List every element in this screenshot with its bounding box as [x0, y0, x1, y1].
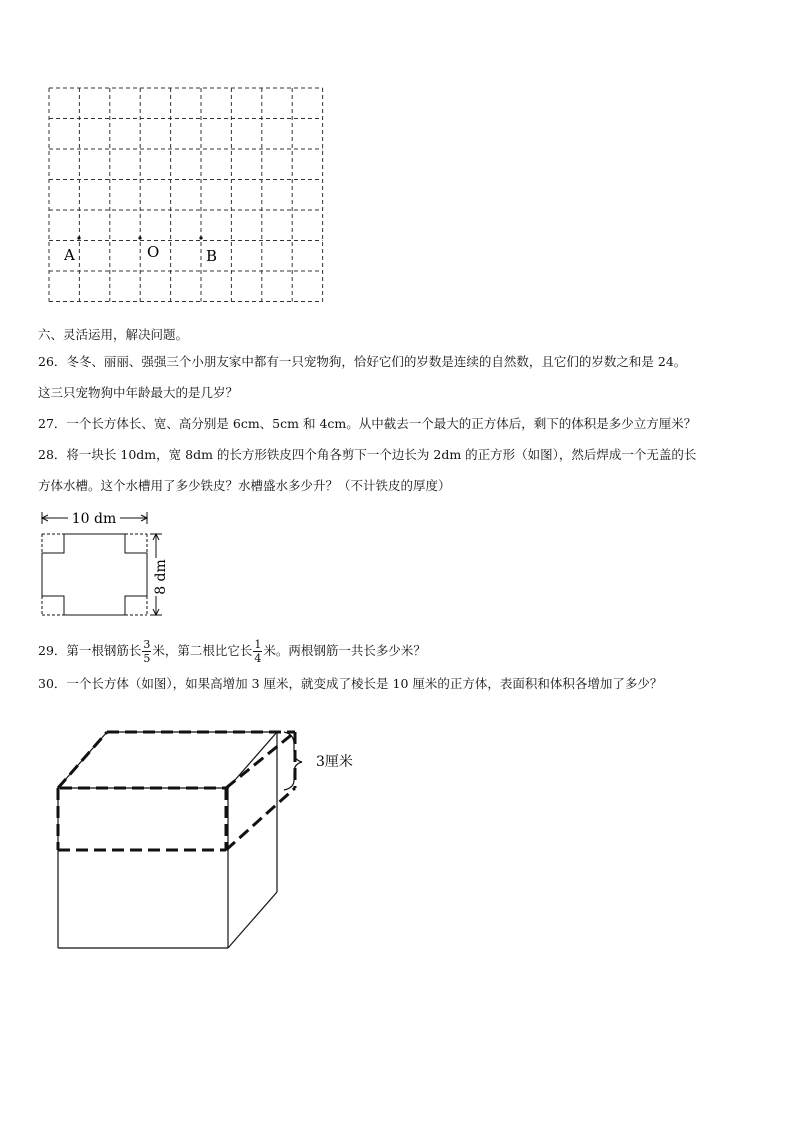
- height-brace: [284, 732, 302, 790]
- q26-line2: 这三只宠物狗中年龄最大的是几岁？: [38, 385, 239, 400]
- cuboid-figure: [50, 722, 380, 957]
- iron-sheet-figure: [34, 508, 184, 623]
- point-o-label: O: [147, 243, 160, 261]
- point-b-dot: [199, 236, 202, 239]
- frac1-numerator: 3: [143, 638, 151, 651]
- q29-line: [38, 633, 426, 669]
- q26-line1: 26．冬冬、丽丽、强强三个小朋友家中都有一只宠物狗，恰好它们的岁数是连续的自然数，且它们的岁数之和是 24。: [38, 354, 687, 369]
- q30-line1: 30．一个长方体（如图），如果高增加 3 厘米，就变成了棱长是 10 厘米的正方体，表面积和体积各增加了多少？: [38, 676, 663, 691]
- fraction-one-quarter: [253, 638, 262, 665]
- point-o-dot: [138, 236, 141, 239]
- frac2-numerator: 1: [254, 638, 262, 651]
- q28-line2: 方体水槽。这个水槽用了多少铁皮？水槽盛水多少升？（不计铁皮的厚度）: [38, 478, 451, 493]
- q29-middle: 米，第二根比它长: [152, 643, 253, 658]
- grid-lines: [49, 88, 323, 302]
- point-a-label: A: [64, 246, 75, 264]
- height-dim-label: 8 dm: [153, 559, 169, 595]
- q29-prefix: 29．第一根钢筋长: [38, 643, 142, 658]
- q27-line1: 27．一个长方体长、宽、高分别是 6cm、5cm 和 4cm。从中截去一个最大的正方体后，剩下的体积是多少立方厘米？: [38, 416, 697, 431]
- section-heading: 六、灵活运用，解决问题。: [38, 327, 189, 342]
- point-a-dot: [77, 236, 80, 239]
- dot-grid-figure: [40, 80, 340, 310]
- point-b-label: B: [206, 247, 218, 265]
- increase-height-label: 3厘米: [316, 754, 353, 770]
- fraction-three-fifths: [142, 638, 151, 665]
- q28-line1: 28．将一块长 10dm，宽 8dm 的长方形铁皮四个角各剪下一个边长为 2dm 的正方形（如图），然后焊成一个无盖的长: [38, 447, 697, 462]
- frac2-denominator: 4: [254, 652, 262, 665]
- sheet-outline: [42, 534, 147, 615]
- frac1-denominator: 5: [143, 652, 151, 665]
- width-dim-label: 10 dm: [71, 511, 117, 527]
- q29-suffix: 米。两根钢筋一共长多少米？: [263, 643, 426, 658]
